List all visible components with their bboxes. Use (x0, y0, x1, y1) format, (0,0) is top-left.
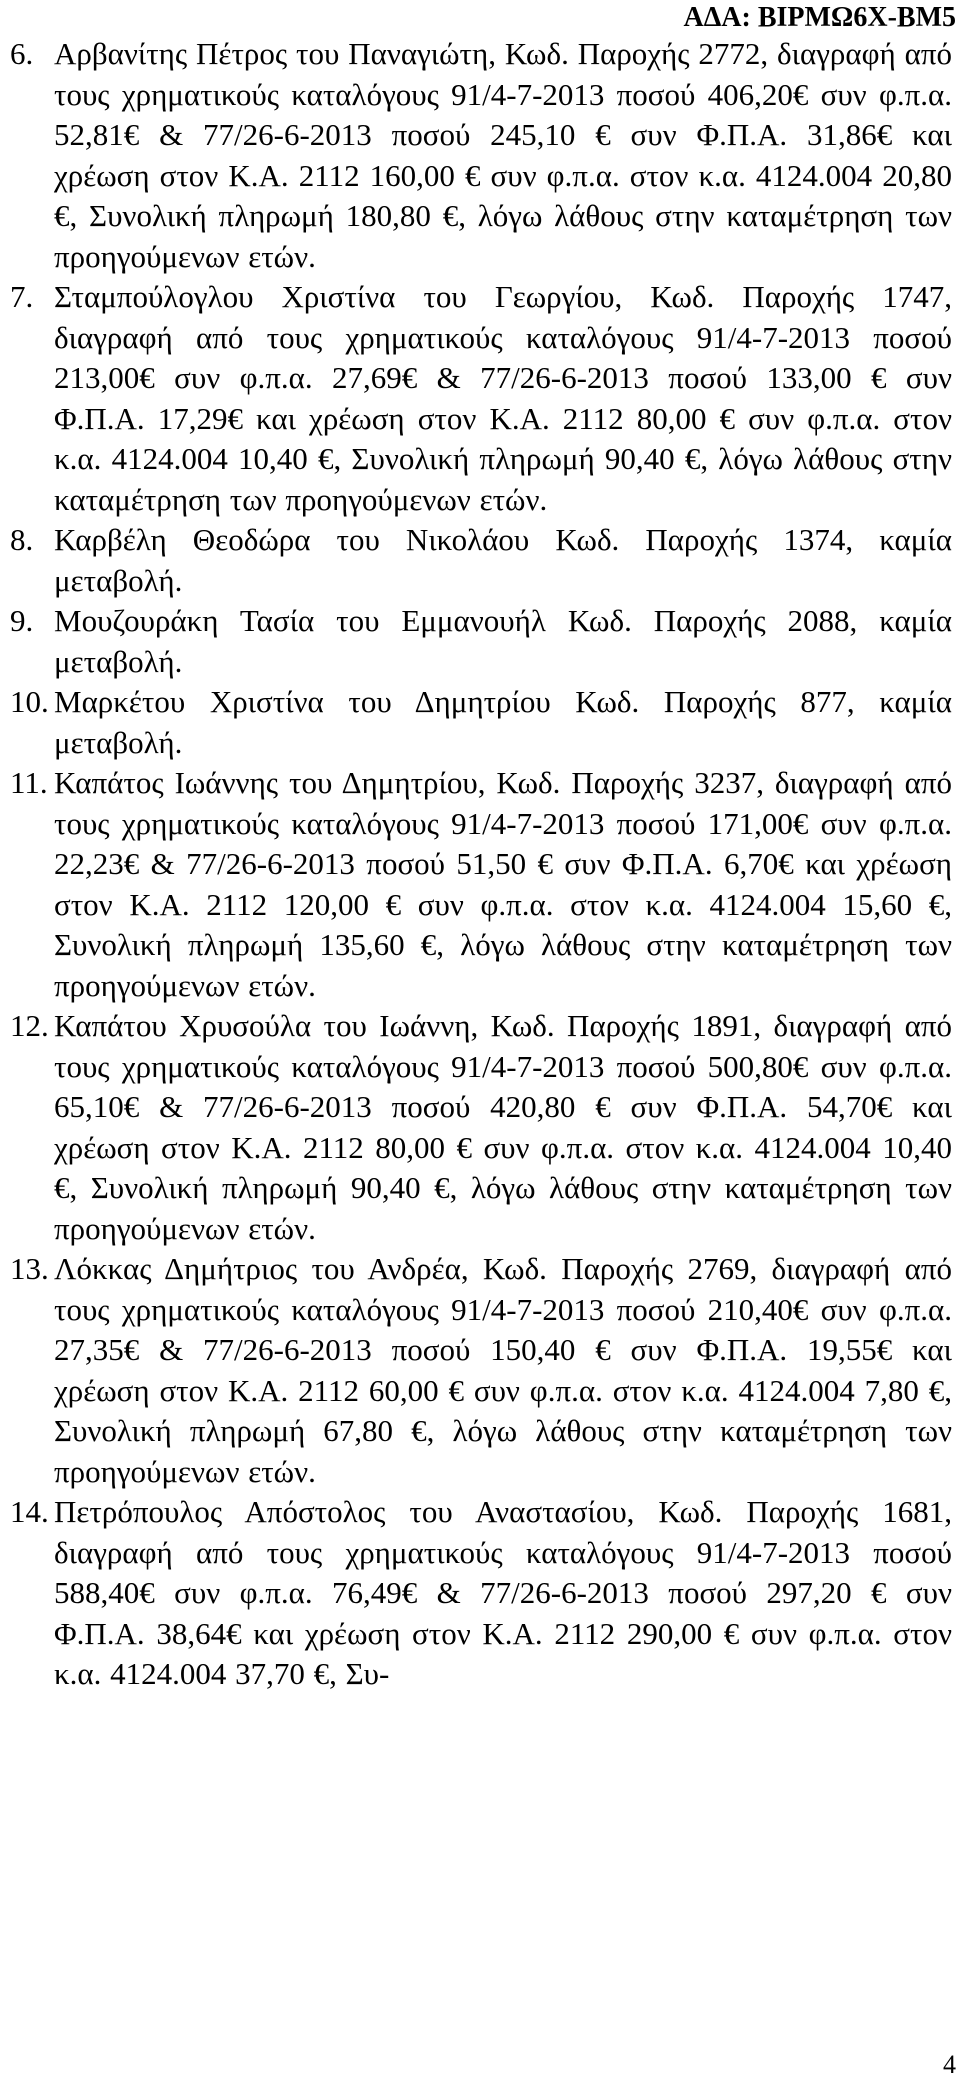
item-number: 14. (10, 1494, 49, 1529)
item-text: Καπάτος Ιωάννης του Δημητρίου, Κωδ. Παροχής 3237, διαγραφή από τους χρηματικούς καταλόγους 91/4-7-2013 ποσού 171,00€ συν φ.π.α. 22,23€ & 77/26-6-2013 ποσού 51,50 € συν Φ.Π.Α. 6,70€ και χρέωση στον Κ.Α. 2112 120,00 € συν φ.π.α. στον κ.α. 4124.004 15,60 €, Συνολική πληρωμή 135,60 €, λόγω λάθους στην καταμέτρηση των προηγούμενων ετών. (54, 765, 952, 1003)
list-item-9 (10, 601, 952, 682)
item-number: 8. (10, 522, 34, 557)
item-number: 10. (10, 684, 49, 719)
item-number: 7. (10, 279, 34, 314)
item-number: 13. (10, 1251, 49, 1286)
list-item-6 (10, 34, 952, 277)
list-item-10 (10, 682, 952, 763)
list-item-12 (10, 1006, 952, 1249)
list-item-14 (10, 1492, 952, 1695)
item-text: Λόκκας Δημήτριος του Ανδρέα, Κωδ. Παροχής 2769, διαγραφή από τους χρηματικούς καταλόγους 91/4-7-2013 ποσού 210,40€ συν φ.π.α. 27,35€ & 77/26-6-2013 ποσού 150,40 € συν Φ.Π.Α. 19,55€ και χρέωση στον Κ.Α. 2112 60,00 € συν φ.π.α. στον κ.α. 4124.004 7,80 €, Συνολική πληρωμή 67,80 €, λόγω λάθους στην καταμέτρηση των προηγούμενων ετών. (54, 1251, 952, 1489)
item-text: Πετρόπουλος Απόστολος του Αναστασίου, Κωδ. Παροχής 1681, διαγραφή από τους χρηματικούς καταλόγους 91/4-7-2013 ποσού 588,40€ συν φ.π.α. 76,49€ & 77/26-6-2013 ποσού 297,20 € συν Φ.Π.Α. 38,64€ και χρέωση στον Κ.Α. 2112 290,00 € συν φ.π.α. στον κ.α. 4124.004 37,70 €, Συ- (54, 1494, 952, 1691)
item-text: Σταμπούλογλου Χριστίνα του Γεωργίου, Κωδ. Παροχής 1747, διαγραφή από τους χρηματικούς καταλόγους 91/4-7-2013 ποσού 213,00€ συν φ.π.α. 27,69€ & 77/26-6-2013 ποσού 133,00 € συν Φ.Π.Α. 17,29€ και χρέωση στον Κ.Α. 2112 80,00 € συν φ.π.α. στον κ.α. 4124.004 10,40 €, Συνολική πληρωμή 90,40 €, λόγω λάθους στην καταμέτρηση των προηγούμενων ετών. (54, 279, 952, 517)
item-number: 6. (10, 36, 34, 71)
item-text: Καρβέλη Θεοδώρα του Νικολάου Κωδ. Παροχής 1374, καμία μεταβολή. (54, 522, 952, 598)
item-text: Καπάτου Χρυσούλα του Ιωάννη, Κωδ. Παροχής 1891, διαγραφή από τους χρηματικούς καταλόγους 91/4-7-2013 ποσού 500,80€ συν φ.π.α. 65,10€ & 77/26-6-2013 ποσού 420,80 € συν Φ.Π.Α. 54,70€ και χρέωση στον Κ.Α. 2112 80,00 € συν φ.π.α. στον κ.α. 4124.004 10,40 €, Συνολική πληρωμή 90,40 €, λόγω λάθους στην καταμέτρηση των προηγούμενων ετών. (54, 1008, 952, 1246)
ada-code-header: ΑΔΑ: ΒΙΡΜΩ6Χ-ΒΜ5 (683, 2, 956, 33)
page-number: 4 (943, 2050, 956, 2079)
list-item-13 (10, 1249, 952, 1492)
item-number: 9. (10, 603, 34, 638)
decision-item-list (10, 34, 952, 1695)
list-item-7 (10, 277, 952, 520)
list-item-8 (10, 520, 952, 601)
item-text: Αρβανίτης Πέτρος του Παναγιώτη, Κωδ. Παροχής 2772, διαγραφή από τους χρηματικούς καταλόγους 91/4-7-2013 ποσού 406,20€ συν φ.π.α. 52,81€ & 77/26-6-2013 ποσού 245,10 € συν Φ.Π.Α. 31,86€ και χρέωση στον Κ.Α. 2112 160,00 € συν φ.π.α. στον κ.α. 4124.004 20,80 €, Συνολική πληρωμή 180,80 €, λόγω λάθους στην καταμέτρηση των προηγούμενων ετών. (54, 36, 952, 274)
item-text: Μουζουράκη Τασία του Εμμανουήλ Κωδ. Παροχής 2088, καμία μεταβολή. (54, 603, 952, 679)
item-number: 12. (10, 1008, 49, 1043)
list-item-11 (10, 763, 952, 1006)
item-text: Μαρκέτου Χριστίνα του Δημητρίου Κωδ. Παροχής 877, καμία μεταβολή. (54, 684, 952, 760)
item-number: 11. (10, 765, 48, 800)
